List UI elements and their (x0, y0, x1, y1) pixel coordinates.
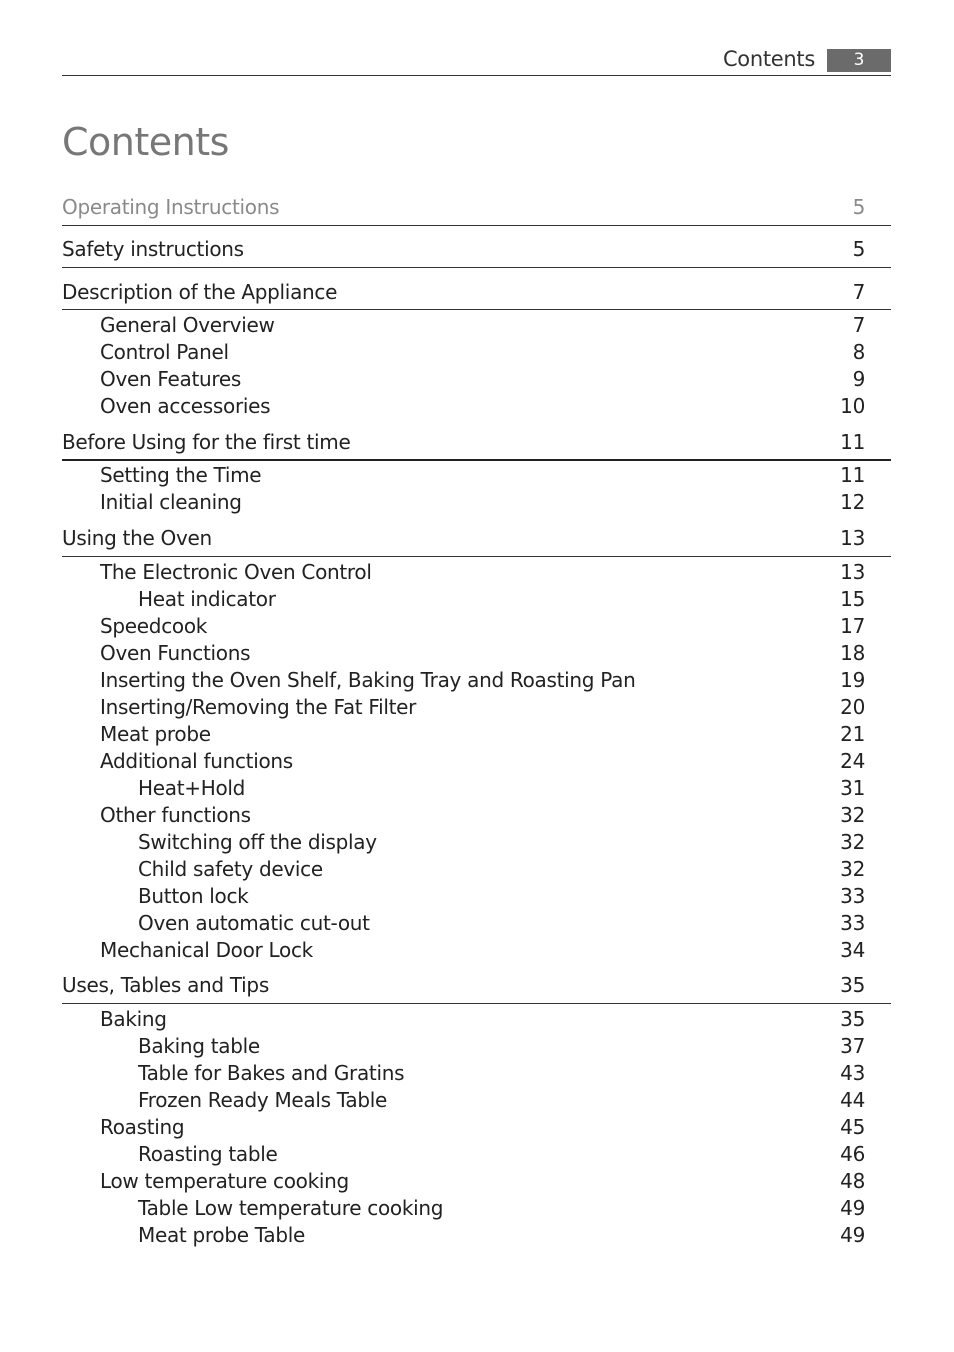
toc-entry-title: Table for Bakes and Gratins (138, 1061, 405, 1085)
toc-section-operating-instructions[interactable] (62, 195, 865, 222)
toc-entry-page: 7 (852, 280, 865, 304)
toc-item-setting-the-time[interactable] (62, 463, 865, 490)
toc-entry-title: Description of the Appliance (62, 280, 338, 304)
toc-entry-title: Other functions (100, 803, 251, 827)
toc-entry-title: Baking (100, 1007, 167, 1031)
toc-entry-title: Button lock (138, 884, 249, 908)
toc-entry-page: 5 (852, 195, 865, 219)
section-divider (62, 309, 891, 310)
toc-entry-page: 35 (840, 1007, 865, 1031)
toc-entry-page: 32 (840, 857, 865, 881)
toc-entry-page: 45 (840, 1115, 865, 1139)
toc-entry-page: 24 (840, 749, 865, 773)
toc-entry-page: 32 (840, 803, 865, 827)
toc-entry-title: Heat indicator (138, 587, 276, 611)
toc-item-oven-automatic-cut-out[interactable] (62, 911, 865, 938)
toc-entry-title: Setting the Time (100, 463, 262, 487)
toc-item-general-overview[interactable] (62, 313, 865, 340)
toc-entry-title: Operating Instructions (62, 195, 280, 219)
toc-item-oven-functions[interactable] (62, 641, 865, 668)
toc-item-roasting-table[interactable] (62, 1142, 865, 1169)
toc-section-uses-tables-tips[interactable] (62, 973, 865, 1000)
toc-entry-page: 37 (840, 1034, 865, 1058)
toc-entry-page: 33 (840, 911, 865, 935)
section-divider (62, 267, 891, 268)
toc-entry-title: Meat probe Table (138, 1223, 306, 1247)
toc-item-low-temperature-cooking[interactable] (62, 1169, 865, 1196)
toc-entry-page: 44 (840, 1088, 865, 1112)
toc-entry-title: Before Using for the first time (62, 430, 351, 454)
toc-entry-page: 10 (840, 394, 865, 418)
toc-section-description[interactable] (62, 280, 865, 307)
toc-entry-title: Speedcook (100, 614, 208, 638)
page-number-badge: 3 (827, 49, 891, 72)
toc-entry-title: Oven Functions (100, 641, 251, 665)
toc-section-using-the-oven[interactable] (62, 526, 865, 553)
toc-entry-page: 8 (852, 340, 865, 364)
toc-entry-page: 13 (840, 526, 865, 550)
toc-entry-page: 11 (840, 463, 865, 487)
section-divider (62, 225, 891, 226)
toc-entry-title: Control Panel (100, 340, 229, 364)
toc-item-speedcook[interactable] (62, 614, 865, 641)
toc-entry-title: Initial cleaning (100, 490, 242, 514)
toc-entry-title: Oven automatic cut-out (138, 911, 370, 935)
toc-entry-page: 46 (840, 1142, 865, 1166)
toc-entry-page: 15 (840, 587, 865, 611)
toc-item-baking-table[interactable] (62, 1034, 865, 1061)
toc-entry-title: Using the Oven (62, 526, 212, 550)
toc-entry-page: 49 (840, 1196, 865, 1220)
toc-entry-page: 31 (840, 776, 865, 800)
toc-entry-page: 5 (852, 237, 865, 261)
toc-entry-title: The Electronic Oven Control (100, 560, 372, 584)
toc-entry-page: 19 (840, 668, 865, 692)
toc-entry-title: Roasting (100, 1115, 185, 1139)
running-header (62, 45, 891, 76)
toc-item-oven-features[interactable] (62, 367, 865, 394)
toc-entry-page: 13 (840, 560, 865, 584)
toc-entry-title: Switching off the display (138, 830, 377, 854)
toc-item-inserting-oven-shelf[interactable] (62, 668, 865, 695)
toc-item-electronic-oven-control[interactable] (62, 560, 865, 587)
toc-entry-page: 20 (840, 695, 865, 719)
toc-item-oven-accessories[interactable] (62, 394, 865, 421)
toc-entry-page: 7 (852, 313, 865, 337)
toc-entry-title: Inserting the Oven Shelf, Baking Tray and Roasting Pan (100, 668, 636, 692)
toc-entry-title: Additional functions (100, 749, 293, 773)
toc-entry-page: 18 (840, 641, 865, 665)
toc-entry-page: 34 (840, 938, 865, 962)
toc-item-initial-cleaning[interactable] (62, 490, 865, 517)
toc-entry-page: 33 (840, 884, 865, 908)
toc-entry-title: Table Low temperature cooking (138, 1196, 444, 1220)
toc-entry-title: Heat+Hold (138, 776, 246, 800)
toc-item-mechanical-door-lock[interactable] (62, 938, 865, 965)
toc-item-bakes-gratins-table[interactable] (62, 1061, 865, 1088)
toc-item-fat-filter[interactable] (62, 695, 865, 722)
toc-entry-page: 35 (840, 973, 865, 997)
toc-entry-title: Meat probe (100, 722, 211, 746)
toc-entry-page: 32 (840, 830, 865, 854)
toc-item-switching-off-display[interactable] (62, 830, 865, 857)
toc-entry-page: 17 (840, 614, 865, 638)
toc-entry-page: 9 (852, 367, 865, 391)
toc-entry-title: Mechanical Door Lock (100, 938, 313, 962)
toc-item-heat-indicator[interactable] (62, 587, 865, 614)
toc-entry-page: 48 (840, 1169, 865, 1193)
toc-item-child-safety-device[interactable] (62, 857, 865, 884)
toc-entry-title: Oven accessories (100, 394, 271, 418)
toc-entry-title: Baking table (138, 1034, 260, 1058)
toc-section-safety-instructions[interactable] (62, 237, 865, 264)
section-divider (62, 459, 891, 461)
toc-entry-title: Inserting/Removing the Fat Filter (100, 695, 417, 719)
toc-entry-title: Child safety device (138, 857, 323, 881)
toc-entry-page: 12 (840, 490, 865, 514)
toc-entry-title: Oven Features (100, 367, 242, 391)
toc-entry-title: Safety instructions (62, 237, 244, 261)
toc-item-other-functions[interactable] (62, 803, 865, 830)
section-divider (62, 556, 891, 557)
toc-item-heat-hold[interactable] (62, 776, 865, 803)
header-label: Contents (722, 47, 815, 71)
toc-entry-title: General Overview (100, 313, 275, 337)
toc-entry-title: Roasting table (138, 1142, 278, 1166)
toc-item-frozen-meals-table[interactable] (62, 1088, 865, 1115)
page-title: Contents (62, 120, 229, 164)
toc-item-meat-probe-table[interactable] (62, 1223, 865, 1250)
toc-entry-title: Low temperature cooking (100, 1169, 349, 1193)
toc-item-button-lock[interactable] (62, 884, 865, 911)
toc-item-baking[interactable] (62, 1007, 865, 1034)
toc-entry-page: 49 (840, 1223, 865, 1247)
toc-section-before-using[interactable] (62, 430, 865, 457)
toc-entry-page: 11 (840, 430, 865, 454)
section-divider (62, 1003, 891, 1004)
toc-entry-title: Frozen Ready Meals Table (138, 1088, 388, 1112)
toc-entry-page: 43 (840, 1061, 865, 1085)
toc-item-additional-functions[interactable] (62, 749, 865, 776)
toc-item-control-panel[interactable] (62, 340, 865, 367)
toc-item-meat-probe[interactable] (62, 722, 865, 749)
toc-entry-title: Uses, Tables and Tips (62, 973, 269, 997)
toc-item-low-temperature-table[interactable] (62, 1196, 865, 1223)
toc-item-roasting[interactable] (62, 1115, 865, 1142)
toc-entry-page: 21 (840, 722, 865, 746)
